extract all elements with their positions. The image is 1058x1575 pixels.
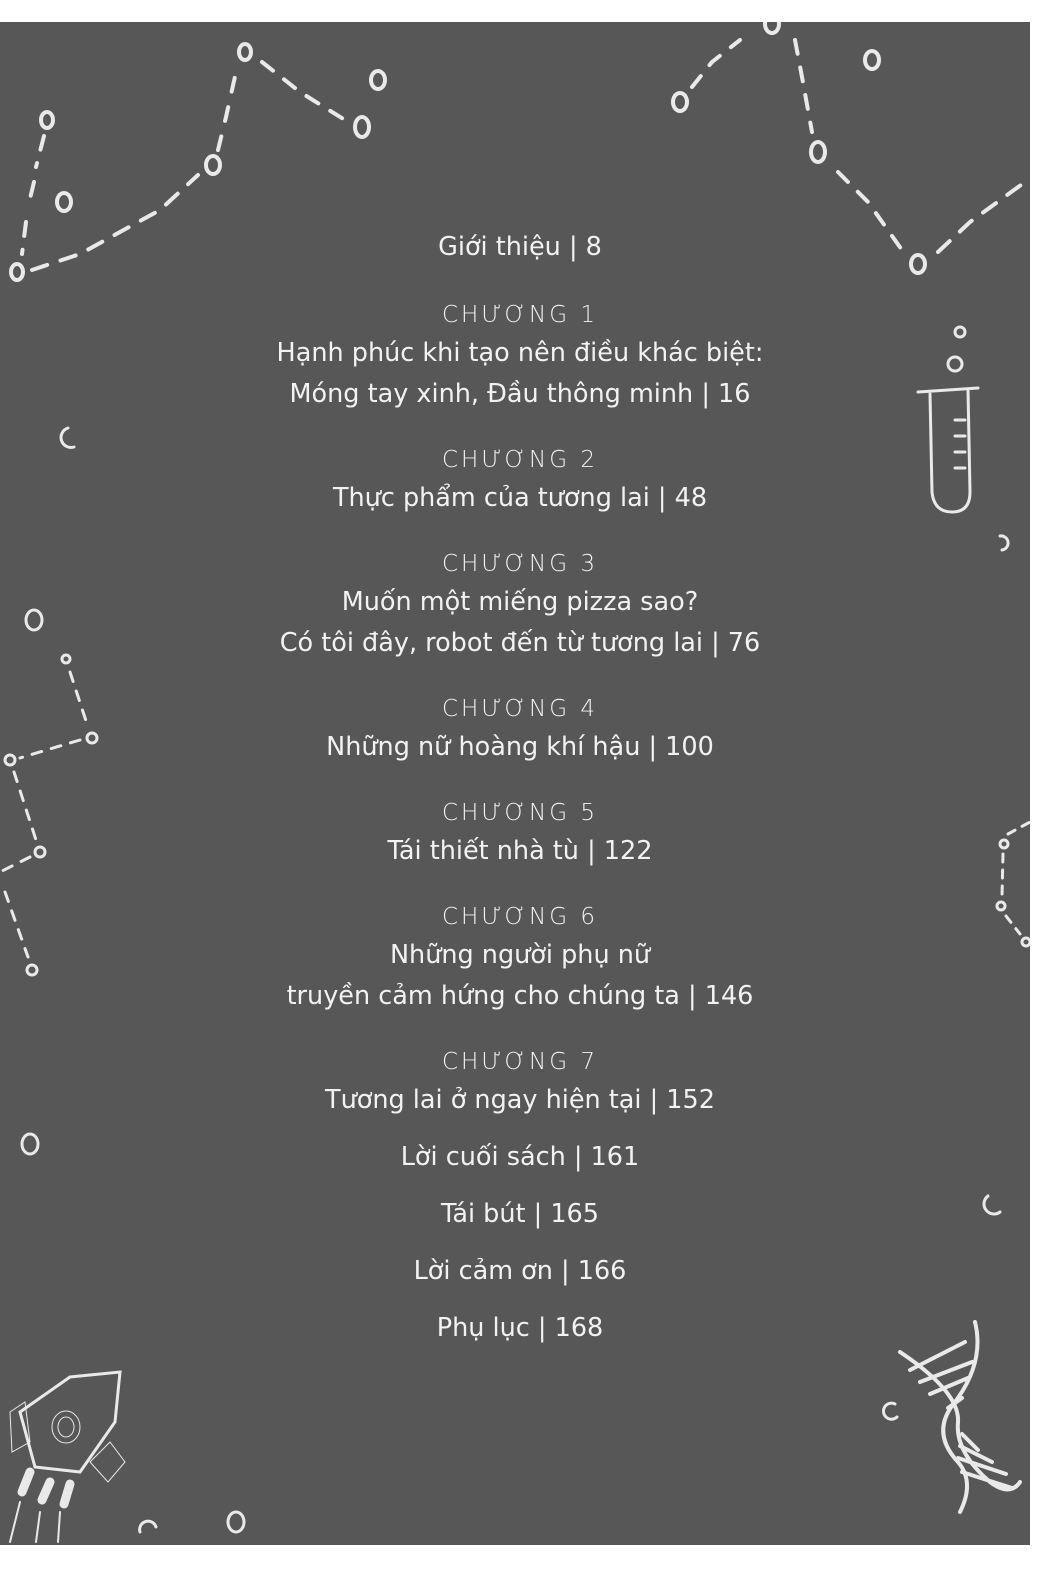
chalkboard-background [0, 22, 1030, 1545]
chapter-7-label: CHƯƠNG 7 [441, 1049, 599, 1075]
chapter-1-title: Hạnh phúc khi tạo nên điều khác biệt: [276, 338, 764, 368]
chapter-4-title: Những nữ hoàng khí hậu | 100 [326, 732, 714, 762]
chapter-3-title-cont: Có tôi đây, robot đến từ tương lai | 76 [279, 628, 761, 658]
toc-acknowledgements: Lời cảm ơn | 166 [413, 1256, 627, 1286]
chapter-5-title: Tái thiết nhà tù | 122 [387, 836, 653, 866]
chapter-4-label: CHƯƠNG 4 [441, 696, 599, 722]
chapter-3-label: CHƯƠNG 3 [441, 551, 599, 577]
chapter-2-title: Thực phẩm của tương lai | 48 [332, 483, 708, 513]
toc-afterword: Lời cuối sách | 161 [400, 1142, 640, 1172]
chapter-2-label: CHƯƠNG 2 [441, 447, 599, 473]
table-of-contents [0, 22, 1030, 1545]
toc-intro: Giới thiệu | 8 [438, 232, 602, 262]
chapter-6-title-cont: truyền cảm hứng cho chúng ta | 146 [286, 981, 754, 1011]
chapter-7-title: Tương lai ở ngay hiện tại | 152 [325, 1085, 715, 1115]
chapter-6-title: Những người phụ nữ [389, 940, 651, 970]
chapter-5-label: CHƯƠNG 5 [441, 800, 599, 826]
chapter-3-title: Muốn một miếng pizza sao? [341, 587, 699, 617]
chapter-1-title-cont: Móng tay xinh, Đầu thông minh | 16 [289, 379, 751, 409]
chapter-6-label: CHƯƠNG 6 [441, 904, 599, 930]
toc-postscript: Tái bút | 165 [441, 1199, 599, 1229]
toc-appendix: Phụ lục | 168 [436, 1313, 604, 1343]
chapter-1-label: CHƯƠNG 1 [441, 302, 599, 328]
